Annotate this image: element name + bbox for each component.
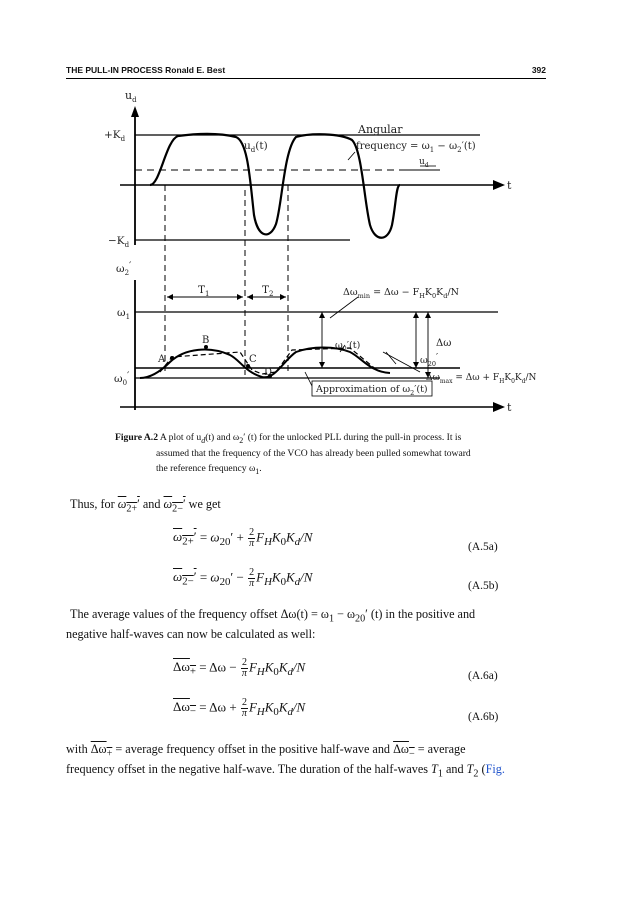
ud-axis-arrow [131, 106, 139, 117]
label-ud-mean: $u_d$ [419, 157, 429, 169]
label-approx: Approximation of $\omega_2'(t)$ [316, 384, 428, 397]
label-b: B [202, 335, 210, 346]
tag-a6a: (A.6a) [468, 670, 498, 682]
label-t2: $T_2$ [262, 284, 274, 298]
equation-a5a: $\omega_{2+}' = \omega_{20}'$ + $\frac{2}{\pi}F_HK_0K_d/N$ [173, 527, 313, 549]
equation-a5b: $\omega_{2-}' = \omega_{20}'$ − $\frac{2}{\pi}F_HK_0K_d/N$ [173, 567, 313, 589]
label-dw-max: $\Delta\omega_{max} = \Delta\omega + F_HK_0K_d/N$ [426, 373, 537, 385]
label-w20: $\omega_{20}'$ [420, 352, 439, 368]
figure-link[interactable]: Fig. [485, 762, 505, 776]
label-ud-t: $u_d(t)$ [244, 140, 268, 154]
label-t-lower: t [507, 401, 512, 414]
tag-a5a: (A.5a) [468, 541, 498, 553]
label-angular: Angular [358, 123, 403, 136]
label-frequency: frequency = $\omega_1 - \omega_2'(t)$ [356, 141, 476, 154]
figure-a2-diagram [0, 0, 636, 430]
label-w0: $\omega_0'$ [114, 370, 130, 387]
page-number: 392 [531, 65, 546, 75]
label-c: C [249, 354, 257, 365]
label-dw: Δω [436, 338, 452, 349]
label-t-upper: t [507, 179, 512, 192]
angular-leader [348, 152, 355, 160]
paragraph-line-2: negative half-waves can now be calculated as well: [66, 627, 316, 641]
label-t1: $T_1$ [198, 284, 210, 298]
upper-time-arrow [493, 180, 505, 190]
paragraph-line-1: The average values of the frequency offset $\Delta\omega(t) = \omega_1 - \omega_{20}'$ (t) in the positive and [70, 607, 476, 625]
label-dw-min: $\Delta\omega_{min} = \Delta\omega - F_HK_0K_d/N$ [343, 287, 459, 300]
running-title: THE PULL-IN PROCESS Ronald E. Best [66, 65, 226, 75]
lower-time-arrow [493, 402, 505, 412]
last-line: frequency offset in the negative half-wave. The duration of the half-waves $T_1$ and $T_2$ (Fig. [66, 762, 505, 780]
label-w2p: $\omega_2'$ [116, 260, 132, 277]
tag-a5b: (A.5b) [468, 580, 499, 592]
label-ud-axis: $u_d$ [125, 89, 137, 104]
figure-caption: Figure A.2 A plot of $u_d(t)$ and $\omega_2'$ (t) for the unlocked PLL during the pull-in process. It is assumed that the frequency of the VCO has already been pulled somewhat toward the reference frequency $\omega_1$. [115, 432, 471, 476]
equation-a6b: $\Delta\omega_- = \Delta\omega$ + $\frac{2}{\pi}F_HK_0K_d/N$ [173, 697, 306, 719]
label-d: D [264, 367, 273, 378]
label-w1: $\omega_1$ [117, 307, 131, 321]
label-plus-kd: $+K_d$ [104, 129, 126, 143]
tag-a6b: (A.6b) [468, 711, 499, 723]
equation-a6a: $\Delta\omega_+ = \Delta\omega$ − $\frac{2}{\pi}F_HK_0K_d/N$ [173, 657, 306, 679]
label-minus-kd: $-K_d$ [108, 235, 130, 249]
point-a [170, 356, 174, 360]
label-w2t: $\omega_2'(t)$ [335, 340, 361, 353]
label-a: A [158, 354, 166, 365]
with-line: with $\Delta\omega_+$ = average frequency offset in the positive half-wave and $\Delta\omega_-$ = average [66, 742, 466, 760]
thus-line: Thus, for $\omega_{2+}'$ and $\omega_{2-}'$ we get [70, 497, 221, 515]
